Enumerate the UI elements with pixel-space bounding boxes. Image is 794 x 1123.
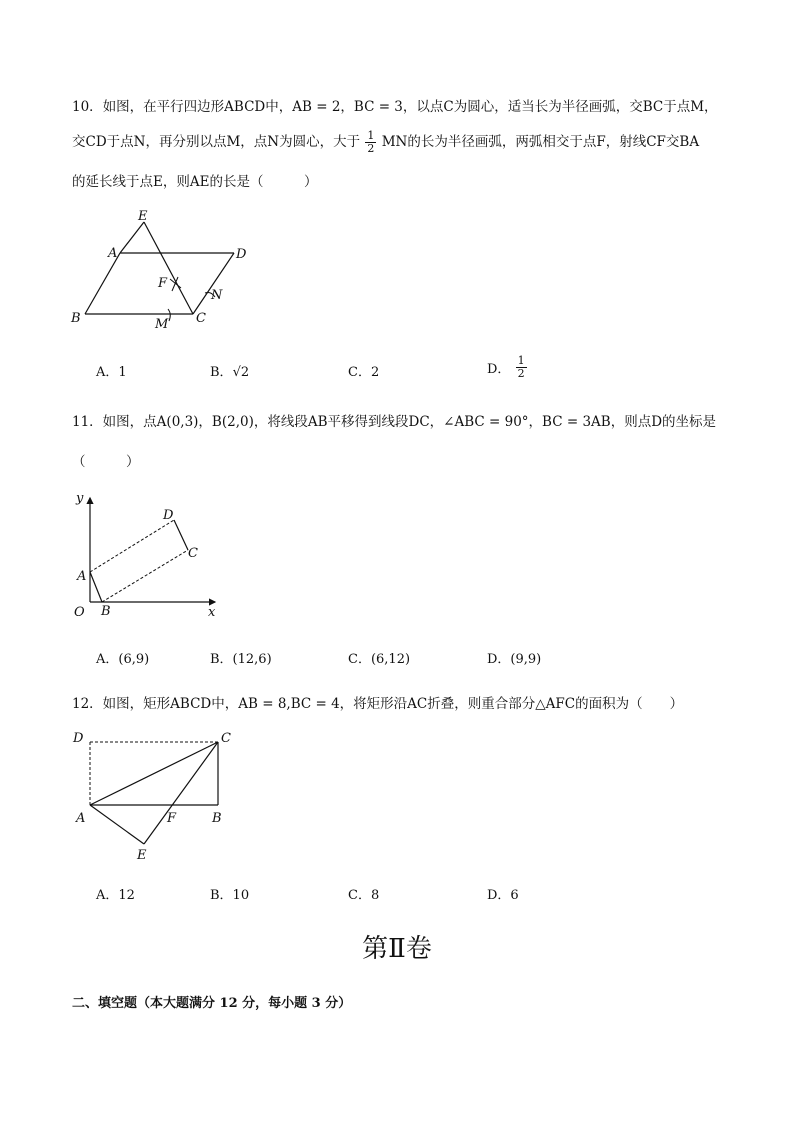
q11-option-c[interactable]: C．(6,12) xyxy=(348,652,411,667)
q12-label-E: E xyxy=(137,848,147,863)
q11-label-D: D xyxy=(163,508,174,523)
q10-label-N: N xyxy=(211,288,223,303)
q12-option-a[interactable]: A．12 xyxy=(96,888,135,903)
q12-label-B: B xyxy=(212,811,222,826)
q10-line3: 的延长线于点E，则AE的长是（ ） xyxy=(72,174,318,190)
q12-label-D: D xyxy=(73,731,84,746)
q10-label-E: E xyxy=(138,209,148,224)
q10-line2: 交CD于点N，再分别以点M，点N为圆心，大于 $\frac{1}{2}$ MN的长为半径画弧，两弧相交于点F，射线CF交BA xyxy=(72,129,700,155)
q12-option-d[interactable]: D．6 xyxy=(487,888,519,903)
q12-line1: 12．如图，矩形ABCD中，AB = 8,BC = 4，将矩形沿AC折叠，则重合部分△AFC的面积为（ ） xyxy=(72,696,684,712)
q11-option-a[interactable]: A．(6,9) xyxy=(96,652,150,667)
q10-label-F: F xyxy=(158,276,168,291)
q12-label-C: C xyxy=(221,731,231,746)
q11-label-x: x xyxy=(208,605,216,620)
q10-option-b[interactable]: B．√2 xyxy=(210,365,250,380)
q12-rectangle-figure xyxy=(70,728,240,868)
q11-label-A: A xyxy=(77,569,87,584)
q11-option-d[interactable]: D．(9,9) xyxy=(487,652,542,667)
q10-line1: 10．如图，在平行四边形ABCD中，AB = 2，BC = 3，以点C为圆心，适当长为半径画弧，交BC于点M， xyxy=(72,99,718,115)
q10-label-M: M xyxy=(155,317,169,332)
q12-label-A: A xyxy=(76,811,86,826)
q11-line2: （ ） xyxy=(72,454,140,470)
part-title: 第Ⅱ卷 xyxy=(362,934,432,964)
q11-label-O: O xyxy=(74,605,85,620)
q10-fraction: $\frac{1}{2}$ xyxy=(367,129,375,155)
q10-option-c[interactable]: C．2 xyxy=(348,365,380,380)
q10-parallelogram-figure xyxy=(60,205,260,335)
q11-option-b[interactable]: B．(12,6) xyxy=(210,652,272,667)
q11-label-B: B xyxy=(101,604,111,619)
q12-label-F: F xyxy=(167,811,177,826)
q11-line1: 11．如图，点A(0,3)，B(2,0)，将线段AB平移得到线段DC，∠ABC = 90°，BC = 3AB，则点D的坐标是 xyxy=(72,414,717,430)
q10-label-C: C xyxy=(196,311,206,326)
q11-coordinate-figure xyxy=(70,488,230,623)
q12-option-b[interactable]: B．10 xyxy=(210,888,250,903)
q10-label-D: D xyxy=(236,247,247,262)
q11-label-y: y xyxy=(76,491,84,506)
q10-option-a[interactable]: A．1 xyxy=(96,365,127,380)
q10-option-d[interactable]: D． $\frac{1}{2}$ xyxy=(487,354,525,380)
q11-label-C: C xyxy=(188,546,198,561)
section-title: 二、填空题（本大题满分 12 分，每小题 3 分） xyxy=(72,996,352,1011)
q10-label-B: B xyxy=(71,311,81,326)
q12-option-c[interactable]: C．8 xyxy=(348,888,380,903)
q10-label-A: A xyxy=(108,246,118,261)
